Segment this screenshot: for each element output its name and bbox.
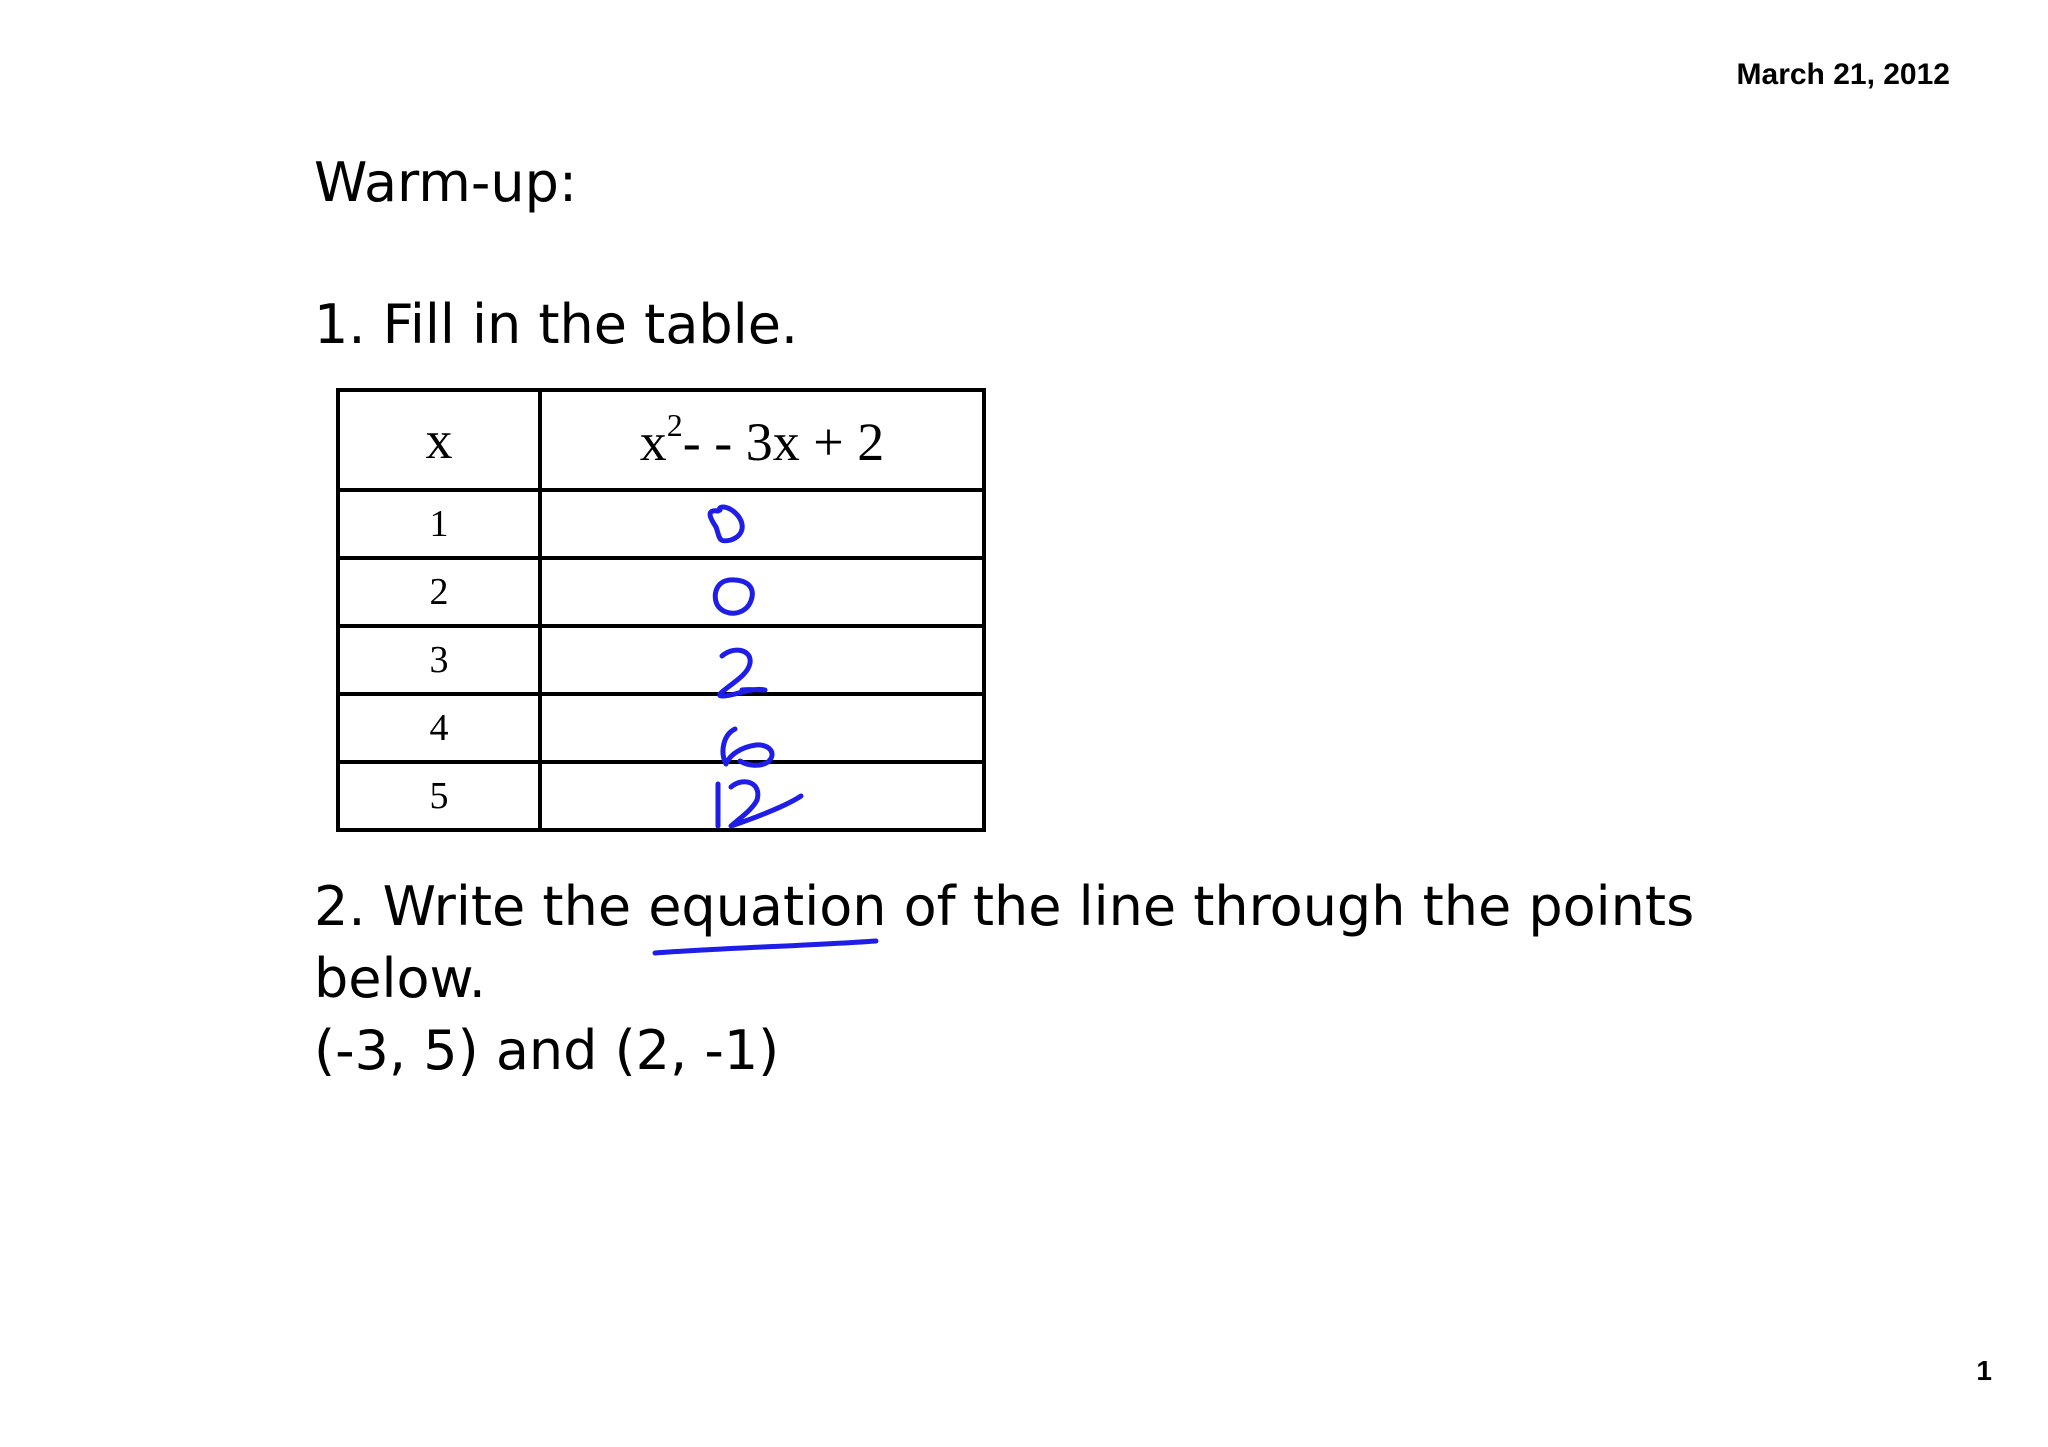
answer-value	[753, 571, 772, 613]
header-expression	[540, 390, 984, 490]
answer-value	[743, 775, 781, 817]
page-date: March 21, 2012	[1736, 58, 1950, 91]
table-row	[338, 762, 984, 830]
question-2-line-2: below.	[314, 947, 486, 1010]
values-table	[336, 388, 986, 832]
answer-value	[753, 707, 772, 749]
question-1-prompt: 1. Fill in the table.	[314, 293, 799, 356]
cell-answer	[540, 694, 984, 762]
expr-base: x	[639, 412, 667, 472]
cell-x: 5	[338, 762, 540, 830]
table-row	[338, 558, 984, 626]
cell-x: 3	[338, 626, 540, 694]
cell-x: 2	[338, 558, 540, 626]
question-2-points: (-3, 5) and (2, -1)	[314, 1019, 780, 1082]
cell-x: 1	[338, 490, 540, 558]
warmup-title: Warm-up:	[314, 151, 578, 214]
answer-value	[753, 503, 772, 545]
cell-answer	[540, 490, 984, 558]
answer-value	[753, 639, 772, 681]
cell-x: 4	[338, 694, 540, 762]
table-row	[338, 626, 984, 694]
expr-rest: - - 3x + 2	[682, 412, 885, 472]
cell-answer	[540, 762, 984, 830]
page-number: 1	[1976, 1355, 1992, 1386]
table-row	[338, 694, 984, 762]
handwritten-underline	[655, 941, 876, 953]
table-row	[338, 490, 984, 558]
expr-exponent: 2	[666, 407, 683, 443]
header-x: x	[338, 390, 540, 490]
cell-answer	[540, 626, 984, 694]
cell-answer	[540, 558, 984, 626]
table-header-row	[338, 390, 984, 490]
question-2-line-1: 2. Write the equation of the line through the points	[314, 875, 1695, 938]
